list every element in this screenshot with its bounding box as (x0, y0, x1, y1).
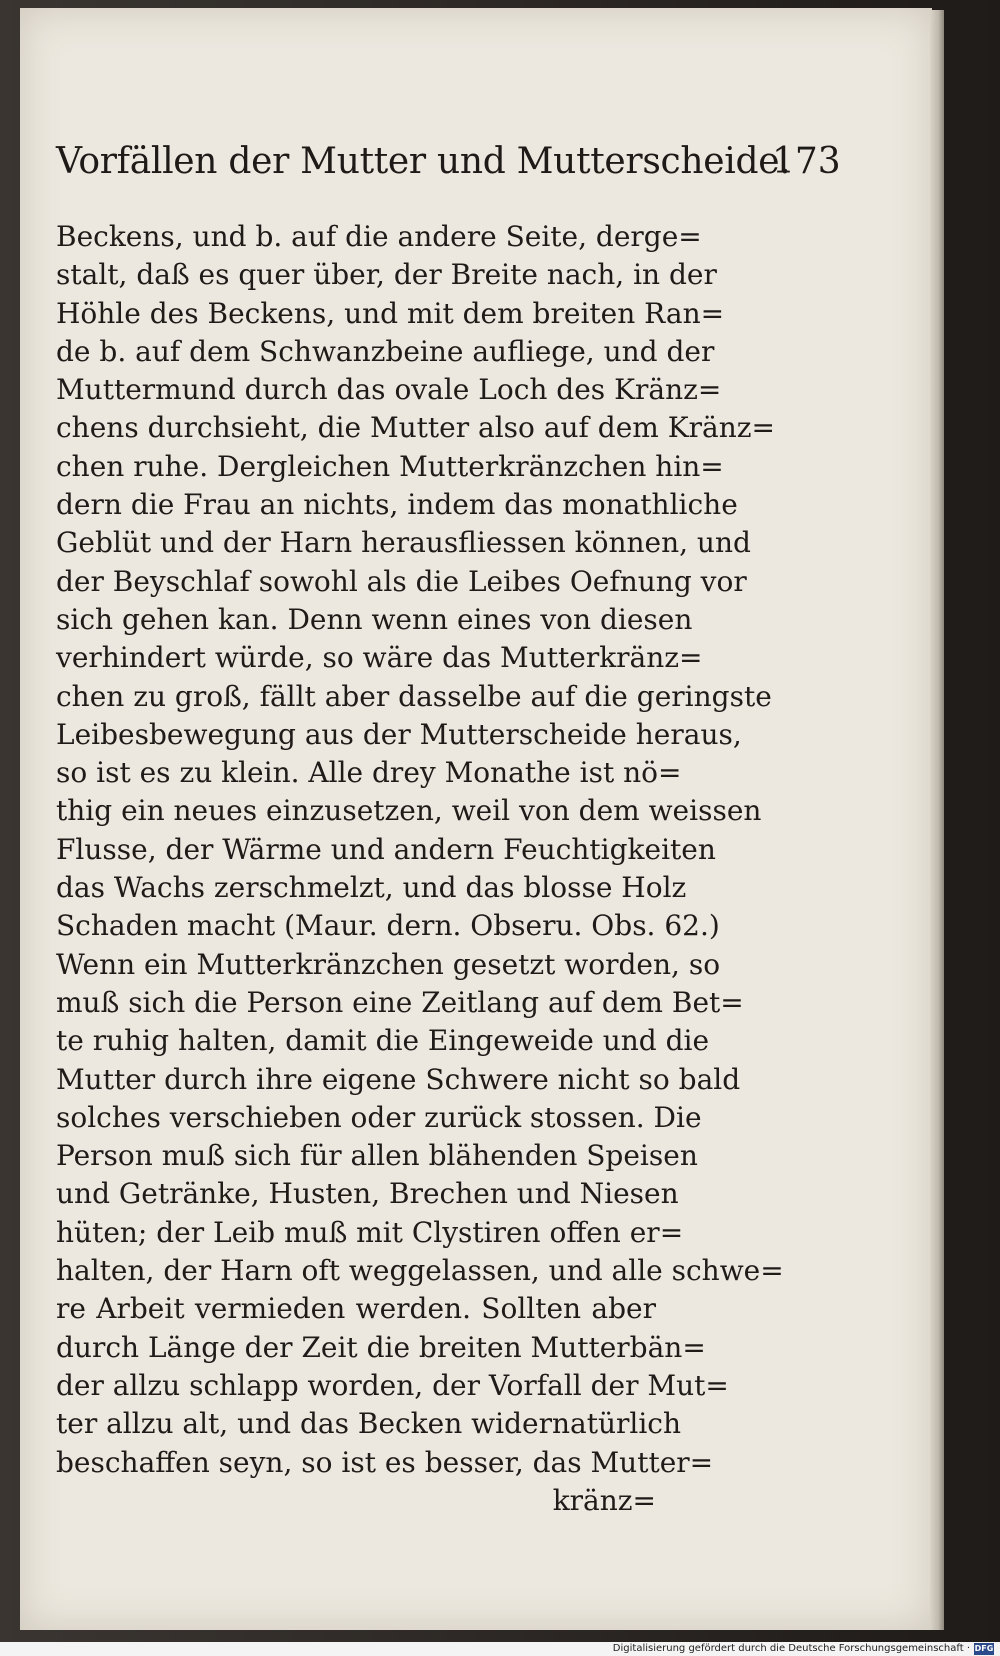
text-line: Leibesbewegung aus der Mutterscheide heraus, (56, 717, 742, 751)
text-line: te ruhig halten, damit die Eingeweide und die (56, 1024, 710, 1058)
text-line: halten, der Harn oft weggelassen, und alle schwe= (56, 1254, 784, 1288)
text-line: stalt, daß es quer über, der Breite nach, in der (56, 258, 717, 292)
text-line: dern die Frau an nichts, indem das monathliche (56, 488, 738, 522)
page-number: 173 (772, 141, 841, 182)
text-line: und Getränke, Husten, Brechen und Niesen (56, 1177, 679, 1211)
text-line: Person muß sich für allen blähenden Speisen (56, 1139, 698, 1173)
text-line: chen zu groß, fällt aber dasselbe auf die geringste (56, 679, 772, 713)
text-line: chens durchsieht, die Mutter also auf dem Kränz= (56, 411, 775, 445)
text-line: hüten; der Leib muß mit Clystiren offen er= (56, 1215, 684, 1249)
text-line: Mutter durch ihre eigene Schwere nicht so bald (56, 1062, 741, 1096)
running-head: Vorfällen der Mutter und Mutterscheide. (56, 141, 791, 182)
text-line: sich gehen kan. Denn wenn eines von diesen (56, 602, 693, 636)
text-line: thig ein neues einzusetzen, weil von dem weissen (56, 794, 762, 828)
catchword: kränz= (552, 1483, 656, 1517)
text-line: chen ruhe. Dergleichen Mutterkränzchen hin= (56, 449, 724, 483)
dfg-logo[interactable]: DFG (974, 1644, 994, 1653)
text-line: das Wachs zerschmelzt, und das blosse Holz (56, 871, 687, 905)
text-line: muß sich die Person eine Zeitlang auf dem Bet= (56, 985, 744, 1019)
text-line: der Beyschlaf sowohl als die Leibes Oefnung vor (56, 564, 747, 598)
footer-credit: Digitalisierung gefördert durch die Deutsche Forschungsgemeinschaft · (612, 1643, 970, 1654)
page-edge (930, 10, 944, 1630)
text-line: solches verschieben oder zurück stossen. Die (56, 1100, 702, 1134)
text-line: Muttermund durch das ovale Loch des Kränz= (56, 373, 722, 407)
text-line: beschaffen seyn, so ist es besser, das Mutter= (56, 1445, 714, 1479)
body-text (56, 218, 784, 1520)
text-line: Wenn ein Mutterkränzchen gesetzt worden, so (56, 947, 721, 981)
text-line: der allzu schlapp worden, der Vorfall der Mut= (56, 1368, 729, 1402)
text-line: re Arbeit vermieden werden. Sollten aber (56, 1292, 656, 1326)
text-line: verhindert würde, so wäre das Mutterkränz= (56, 641, 703, 675)
text-line: Höhle des Beckens, und mit dem breiten Ran= (56, 296, 725, 330)
text-line: Beckens, und b. auf die andere Seite, derge= (56, 220, 702, 253)
text-line: de b. auf dem Schwanzbeine aufliege, und der (56, 334, 715, 368)
text-line: ter allzu alt, und das Becken widernatürlich (56, 1407, 681, 1441)
text-line: Flusse, der Wärme und andern Feuchtigkeiten (56, 832, 716, 866)
text-line: Schaden macht (Maur. dern. Obseru. Obs. 62.) (56, 909, 720, 943)
text-line: durch Länge der Zeit die breiten Mutterbän= (56, 1330, 706, 1364)
text-line: Geblüt und der Harn herausfliessen können, und (56, 526, 751, 560)
text-line: so ist es zu klein. Alle drey Monathe ist nö= (56, 756, 682, 790)
